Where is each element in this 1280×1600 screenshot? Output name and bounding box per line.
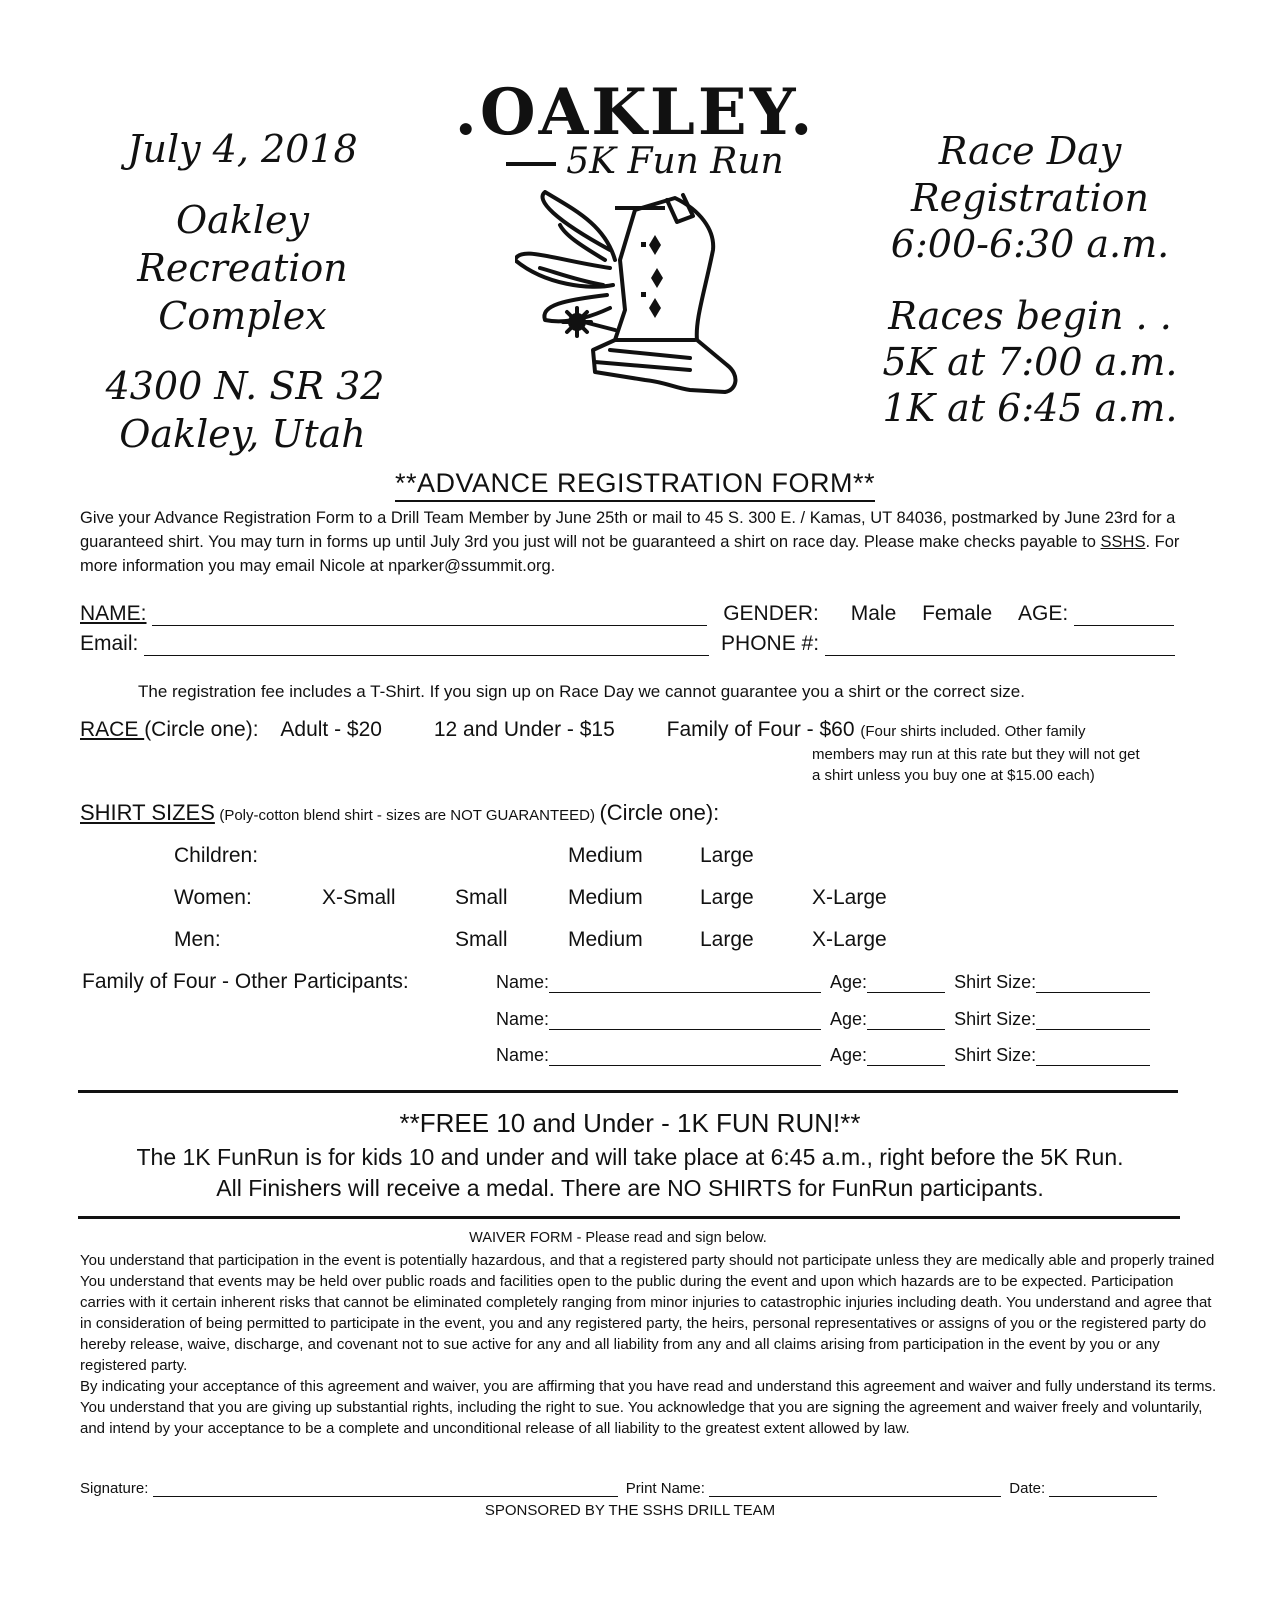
race-circle-one: (Circle one): (144, 718, 259, 741)
date-line[interactable] (1049, 1482, 1157, 1497)
divider-top (78, 1090, 1178, 1093)
participant-name-line[interactable] (549, 1047, 821, 1066)
shirt-group: Women: (174, 886, 252, 909)
sponsor-line: SPONSORED BY THE SSHS DRILL TEAM (484, 1502, 776, 1519)
shirt-sizes-label: SHIRT SIZES (80, 800, 215, 825)
signature-line[interactable] (153, 1482, 618, 1497)
gender-male[interactable]: Male (850, 602, 897, 625)
shirt-group: Children: (174, 844, 259, 867)
participant-age-line[interactable] (867, 1047, 945, 1066)
participant-age-line[interactable] (867, 974, 945, 993)
family-note-1: (Four shirts included. Other family (860, 723, 1086, 740)
name-label: NAME: (80, 602, 147, 625)
size-x-large[interactable]: X-Large (812, 928, 887, 951)
participant-shirt-label: Shirt Size: (954, 972, 1037, 992)
waiver-paragraph-2: By indicating your acceptance of this agreement and waiver, you are affirming that you have read and understand this agreement and waiver and fully understand its terms. You understand that you are giving up substantial rights, including the right to sue. You acknowledge that you are signing the agreement and waiver freely and voluntarily, and intend by your acceptance to be a complete and unconditional release of all liability to the greatest extent allowed by law. (80, 1378, 1217, 1437)
race-label: RACE (80, 718, 145, 741)
left-dash (506, 162, 556, 166)
payee: SSHS (1100, 533, 1146, 551)
participant-shirt-line[interactable] (1036, 1047, 1150, 1066)
registration-line-1: Race Day (938, 129, 1122, 173)
participant-shirt-line[interactable] (1036, 1011, 1150, 1030)
funrun-line-2: All Finishers will receive a medal. There are NO SHIRTS for FunRun participants. (216, 1175, 1044, 1201)
race-option-adult[interactable]: Adult - $20 (280, 718, 382, 741)
participant-name-label: Name: (496, 1009, 550, 1029)
gender-label: GENDER: (723, 602, 819, 625)
signature-label: Signature: (80, 1480, 149, 1497)
family-participants-label: Family of Four - Other Participants: (82, 970, 409, 993)
participant-name-label: Name: (496, 1045, 550, 1065)
participant-age-label: Age: (830, 972, 868, 992)
size-large[interactable]: Large (700, 886, 754, 909)
name-input-line[interactable] (152, 607, 707, 626)
participant-age-line[interactable] (867, 1011, 945, 1030)
size-medium[interactable]: Medium (568, 844, 643, 867)
size-medium[interactable]: Medium (568, 928, 643, 951)
email-input-line[interactable] (144, 637, 709, 656)
shirt-group: Men: (174, 928, 221, 951)
waiver-paragraph-1: You understand that participation in the event is potentially hazardous, and that a registered party should not participate unless they are medically able and properly trained You understand that events may be held over public roads and facilities open to the public during the event and upon which hazards are to be expected. Participation carries with it certain inherent risks that cannot be eliminated completely ranging from minor injuries to catastrophic injuries including death. You understand and agree that in consideration of being permitted to participate in the event, you and any registered party, the heirs, personal representatives or assigns of you or the registered party do hereby release, waive, discharge, and covenant not to sue active for any and all liability from any and all claims arising from participation in the event by you or any registered party. (80, 1252, 1215, 1374)
participant-row (496, 972, 1150, 993)
name-row (80, 602, 1190, 626)
shirt-sizes-heading (80, 800, 719, 826)
shirt-sizes-note: (Poly-cotton blend shirt - sizes are NOT GUARANTEED) (219, 807, 596, 824)
phone-input-line[interactable] (825, 637, 1175, 656)
shirt-row-women (0, 886, 1280, 918)
venue-line-3: Complex (158, 294, 327, 338)
divider-bottom (78, 1216, 1180, 1219)
size-x-large[interactable]: X-Large (812, 886, 887, 909)
size-small[interactable]: Small (455, 928, 508, 951)
age-input-line[interactable] (1074, 607, 1174, 626)
shirt-row-children (0, 844, 1280, 876)
event-date: July 4, 2018 (127, 127, 358, 171)
race-option-kids[interactable]: 12 and Under - $15 (433, 718, 615, 741)
waiver-title: WAIVER FORM - Please read and sign below. (469, 1230, 767, 1246)
intro-part-2: . For more information you may email Nicole at nparker@ssummit.org. (80, 533, 1180, 575)
participant-row (496, 1009, 1150, 1030)
participant-name-line[interactable] (549, 1011, 821, 1030)
shirt-row-men (0, 928, 1280, 960)
size-medium[interactable]: Medium (568, 886, 643, 909)
size-small[interactable]: Small (455, 886, 508, 909)
fee-note: The registration fee includes a T-Shirt. If you sign up on Race Day we cannot guarantee you a shirt or the correct size. (138, 682, 1025, 701)
race-option-family[interactable]: Family of Four - $60 (666, 718, 855, 741)
logo-title: .OAKLEY. (454, 75, 816, 150)
shirt-sizes-circle: (Circle one): (599, 800, 720, 825)
registration-line-2: Registration (911, 176, 1149, 220)
participant-age-label: Age: (830, 1045, 868, 1065)
age-label: AGE: (1017, 602, 1069, 625)
logo-subtitle: 5K Fun Run (566, 141, 784, 182)
registration-line-3: 6:00-6:30 a.m. (890, 222, 1170, 266)
participant-row (496, 1045, 1150, 1066)
races-line-2: 5K at 7:00 a.m. (882, 340, 1178, 384)
participant-age-label: Age: (830, 1009, 868, 1029)
form-title: **ADVANCE REGISTRATION FORM** (395, 468, 875, 502)
intro-paragraph (80, 506, 1220, 578)
venue-line-2: Recreation (137, 246, 348, 290)
funrun-title: **FREE 10 and Under - 1K FUN RUN!** (399, 1108, 861, 1138)
phone-label: PHONE #: (721, 632, 820, 655)
address-line-2: Oakley, Utah (119, 412, 366, 456)
size-large[interactable]: Large (700, 844, 754, 867)
participant-shirt-line[interactable] (1036, 974, 1150, 993)
signature-row (80, 1480, 1157, 1497)
family-note-3: a shirt unless you buy one at $15.00 each) (812, 767, 1095, 784)
family-note-2: members may run at this rate but they will not get (812, 746, 1140, 763)
print-name-label: Print Name: (625, 1480, 705, 1497)
races-line-3: 1K at 6:45 a.m. (882, 386, 1178, 430)
participant-name-line[interactable] (549, 974, 821, 993)
races-line-1: Races begin . . (888, 294, 1172, 338)
winged-boot-icon (515, 190, 755, 405)
size-x-small[interactable]: X-Small (322, 886, 396, 909)
gender-female[interactable]: Female (922, 602, 993, 625)
size-large[interactable]: Large (700, 928, 754, 951)
funrun-line-1: The 1K FunRun is for kids 10 and under and will take place at 6:45 a.m., right before the 5K Run. (136, 1144, 1124, 1170)
race-row (80, 718, 1085, 742)
address-line-1: 4300 N. SR 32 (105, 364, 385, 408)
participant-shirt-label: Shirt Size: (954, 1009, 1037, 1029)
intro-part-1: Give your Advance Registration Form to a Drill Team Member by June 25th or mail to 45 S. 300 E. / Kamas, UT 84036, postmarked by June 23rd for a guaranteed shirt. You may turn in forms up until July 3rd you just will not be guaranteed a shirt on race day. Please make checks payable to (80, 509, 1176, 551)
email-row (80, 632, 1190, 656)
participant-name-label: Name: (496, 972, 550, 992)
participant-shirt-label: Shirt Size: (954, 1045, 1037, 1065)
venue-line-1: Oakley (176, 198, 309, 242)
date-label: Date: (1009, 1480, 1046, 1497)
email-label: Email: (80, 632, 139, 655)
print-name-line[interactable] (709, 1482, 1001, 1497)
